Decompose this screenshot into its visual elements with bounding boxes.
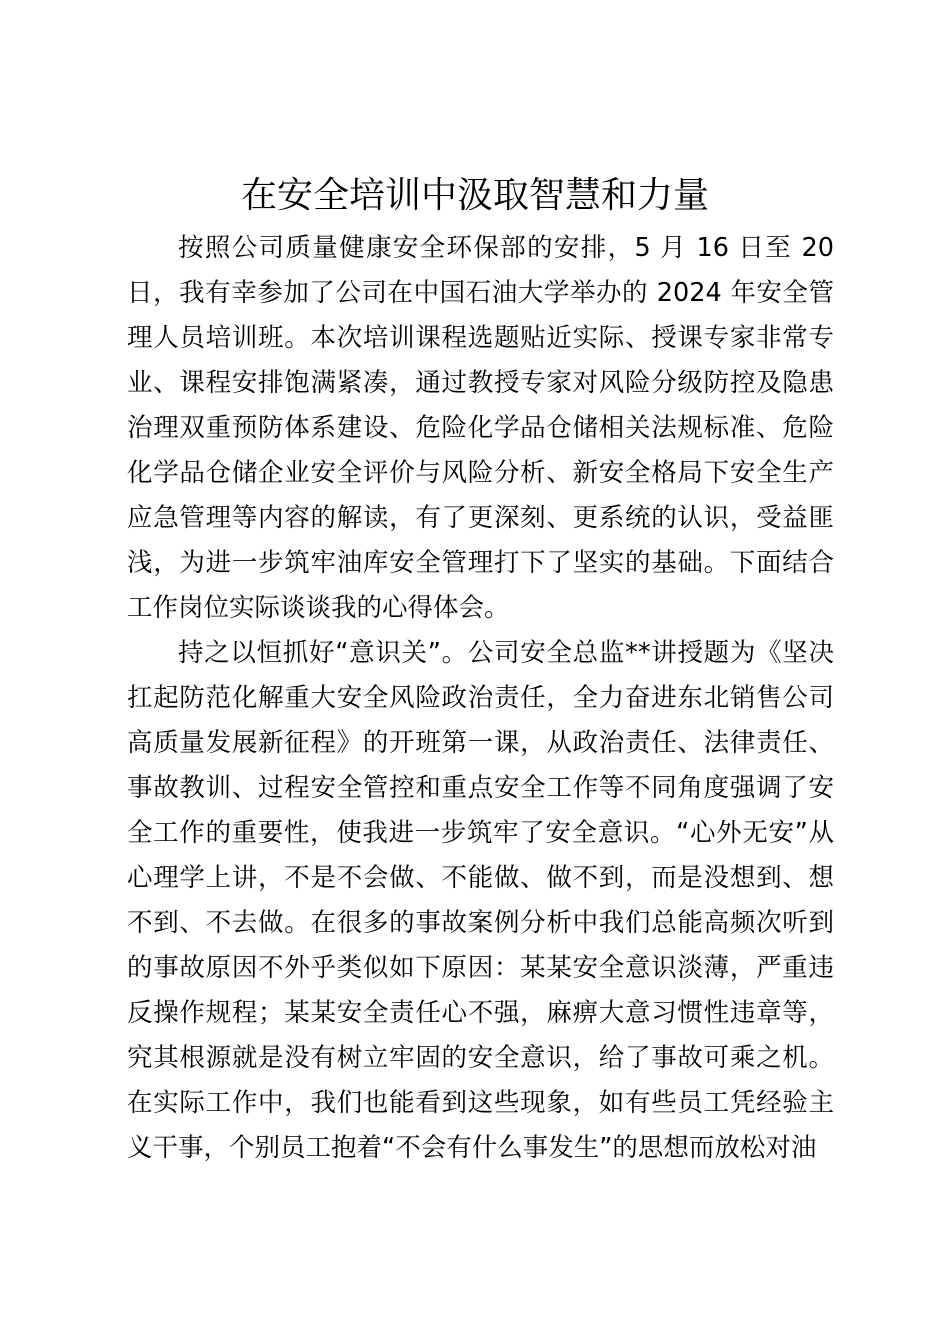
paragraph-awareness: 持之以恒抓好“意识关”。公司安全总监**讲授题为《坚决扛起防范化解重大安全风险政治责任，全力奋进东北销售公司高质量发展新征程》的开班第一课，从政治责任、法律责任、事故教训、过程安全管控和重点安全工作等不同角度强调了安全工作的重要性，使我进一步筑牢了安全意识。“心外无安”从心理学上讲，不是不会做、不能做、做不到，而是没想到、想不到、不去做。在很多的事故案例分析中我们总能高频次听到的事故原因不外乎类似如下原因：某某安全意识淡薄，严重违反操作规程；某某安全责任心不强，麻痹大意习惯性违章等，究其根源就是没有树立牢固的安全意识，给了事故可乘之机。在实际工作中，我们也能看到这些现象，如有些员工凭经验主义干事，个别员工抱着“不会有什么事发生”的思想而放松对油 [127,638,834,1163]
document-title: 在安全培训中汲取智慧和力量 [240,175,709,216]
paragraph-intro: 按照公司质量健康安全环保部的安排，5 月 16 日至 20 日，我有幸参加了公司在中国石油大学举办的 2024 年安全管理人员培训班。本次培训课程选题贴近实际、授课专家非常专业、课程安排饱满紧凑，通过教授专家对风险分级防控及隐患治理双重预防体系建设、危险化学品仓储相关法规标准、危险化学品仓储企业安全评价与风险分析、新安全格局下安全生产应急管理等内容的解读，有了更深刻、更系统的认识，受益匪浅，为进一步筑牢油库安全管理打下了坚实的基础。下面结合工作岗位实际谈谈我的心得体会。 [127,233,834,623]
document-body [127,226,834,1171]
